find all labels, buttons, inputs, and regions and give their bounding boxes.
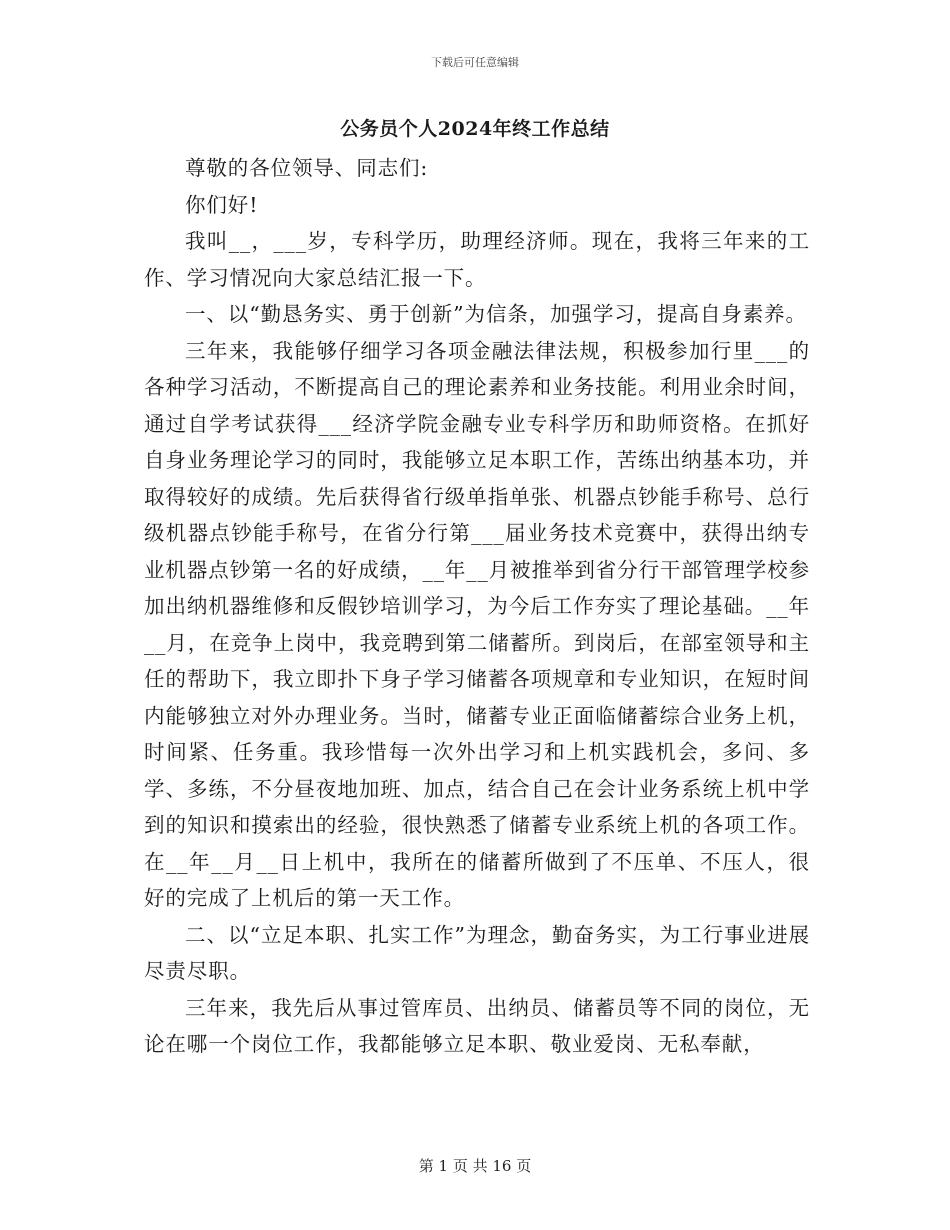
greeting: 你们好! xyxy=(185,192,259,217)
paragraph-intro: 我叫__，___岁，专科学历，助理经济师。现在，我将三年来的工作、学习情况向大家总结汇报一下。 xyxy=(144,229,810,290)
page-footer: 第 1 页 共 16 页 xyxy=(418,1157,532,1175)
document-title: 公务员个人2024年终工作总结 xyxy=(340,118,610,140)
section-heading-1: 一、以“勤恳务实、勇于创新”为信条，加强学习，提高自身素养。 xyxy=(185,302,807,326)
salutation: 尊敬的各位领导、同志们: xyxy=(185,156,429,180)
paragraph-section-1: 三年来，我能够仔细学习各项金融法律法规，积极参加行里___的各种学习活动，不断提高自己的理论素养和业务技能。利用业余时间，通过自学考试获得___经济学院金融专业专科学历和助师资格。在抓好自身业务理论学习的同时，我能够立足本职工作，苦练出纳基本功，并取得较好的成绩。先后获得省行级单指单张、机器点钞能手称号、总行级机器点钞能手称号，在省分行第___届业务技术竞赛中，获得出纳专业机器点钞第一名的好成绩，__年__月被推举到省分行干部管理学校参加出纳机器维修和反假钞培训学习，为今后工作夯实了理论基础。__年__月，在竞争上岗中，我竞聘到第二储蓄所。到岗后，在部室领导和主任的帮助下，我立即扑下身子学习储蓄各项规章和专业知识，在短时间内能够独立对外办理业务。当时，储蓄专业正面临储蓄综合业务上机，时间紧、任务重。我珍惜每一次外出学习和上机实践机会，多问、多学、多练，不分昼夜地加班、加点，结合自己在会计业务系统上机中学到的知识和摸索出的经验，很快熟悉了储蓄专业系统上机的各项工作。在__年__月__日上机中，我所在的储蓄所做到了不压单、不压人，很好的完成了上机后的第一天工作。 xyxy=(144,338,810,910)
section-heading-2: 二、以“立足本职、扎实工作”为理念，勤奋务实，为工行事业进展尽责尽职。 xyxy=(144,922,810,983)
document-body xyxy=(144,150,810,1063)
paragraph-section-2: 三年来，我先后从事过管库员、出纳员、储蓄员等不同的岗位，无论在哪一个岗位工作，我都能够立足本职、敬业爱岗、无私奉献， xyxy=(144,995,810,1056)
header-note: 下载后可任意编辑 xyxy=(431,56,519,69)
